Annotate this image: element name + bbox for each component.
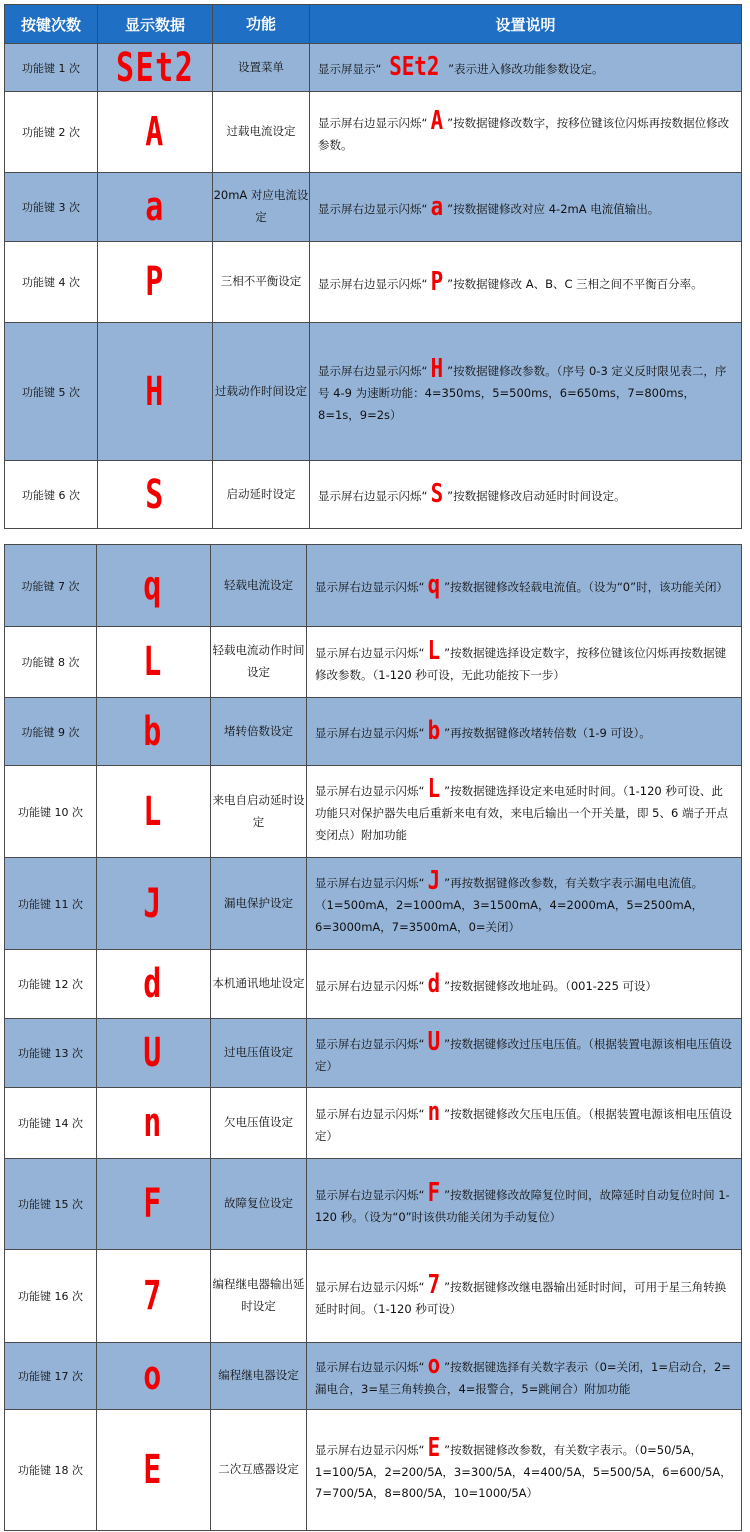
description-text: ”再按数据键修改参数，有关数字表示漏电电流值。（1=500mA，2=1000mA，3=1500mA，4=2000mA，5=2500mA，6=3000mA，7=3500mA，0=关闭） [315, 876, 704, 934]
description-cell [310, 323, 742, 461]
description-text: ”按数据键修改 A、B、C 三相之间不平衡百分率。 [447, 276, 703, 291]
description-cell [307, 1088, 742, 1159]
description-segment-glyph: U [428, 1026, 441, 1057]
description-segment-glyph: E [428, 1432, 441, 1463]
table-row [5, 1019, 742, 1088]
segment-display-glyph: d [143, 961, 164, 1007]
description-text: ”按数据键修改数字，按移位键该位闪烁再按数据位修改参数。 [318, 115, 730, 152]
segment-display-glyph: H [145, 368, 165, 415]
description-prefix: 显示屏显示“ [318, 62, 382, 77]
display-cell [97, 698, 211, 766]
table-row [5, 1410, 742, 1531]
segment-display-glyph: n [143, 1100, 164, 1146]
description-text: ”按数据键修改启动延时时间设定。 [447, 489, 626, 504]
header-display: 显示数据 [98, 5, 213, 44]
description-segment-glyph: a [431, 191, 444, 222]
settings-table-part-1 [4, 4, 742, 529]
function-cell: 启动延时设定 [213, 461, 310, 529]
display-cell [97, 766, 211, 858]
display-cell [98, 242, 213, 323]
description-text: ”按数据键修改参数，有关数字表示。（0=50/5A，1=100/5A，2=200/5A，3=300/5A，4=400/5A，5=500/5A，6=600/5A，7=700/5A，8=800/5A，10=1000/5A） [315, 1442, 732, 1501]
function-cell: 过载动作时间设定 [213, 323, 310, 461]
header-key-count: 按键次数 [5, 5, 98, 44]
description-segment-glyph: q [428, 570, 441, 601]
display-cell [97, 1250, 211, 1343]
description-text: ”按数据键修改对应 4-2mA 电流值输出。 [447, 201, 660, 216]
segment-display-glyph: q [143, 562, 164, 609]
table-row [5, 44, 742, 92]
description-text: ”按数据键选择有关数字表示（0=关闭，1=启动合，2=漏电合，3=星三角转换合，4=报警合，5=跳闸合）附加功能 [315, 1359, 731, 1396]
table-row [5, 545, 742, 627]
display-cell [97, 1159, 211, 1250]
description-segment-glyph: SEt2 [389, 52, 440, 83]
display-cell [97, 1088, 211, 1159]
description-segment-glyph: H [431, 354, 444, 385]
function-cell: 设置菜单 [213, 44, 310, 92]
description-cell [307, 1343, 742, 1410]
function-cell: 漏电保护设定 [211, 858, 307, 950]
key-count-cell: 功能键 10 次 [5, 766, 97, 858]
segment-display-glyph: A [145, 109, 165, 155]
description-prefix: 显示屏右边显示闪烁“ [315, 1187, 425, 1202]
description-cell [310, 173, 742, 242]
display-cell [98, 461, 213, 529]
key-count-cell: 功能键 15 次 [5, 1159, 97, 1250]
function-cell: 二次互感器设定 [211, 1410, 307, 1531]
description-segment-glyph: 7 [428, 1269, 441, 1300]
table-row [5, 1159, 742, 1250]
function-cell: 故障复位设定 [211, 1159, 307, 1250]
table-row [5, 173, 742, 242]
function-cell: 堵转倍数设定 [211, 698, 307, 766]
description-cell [307, 1159, 742, 1250]
description-text: ”按数据键修改故障复位时间，故障延时自动复位时间 1-120 秒。（设为“0”时该供功能关闭为手动复位） [315, 1187, 730, 1224]
function-cell: 轻载电流设定 [211, 545, 307, 627]
description-cell [307, 698, 742, 766]
table-row [5, 766, 742, 858]
key-count-cell: 功能键 13 次 [5, 1019, 97, 1088]
key-count-cell: 功能键 12 次 [5, 950, 97, 1019]
description-segment-glyph: A [431, 105, 444, 136]
segment-display-glyph: L [143, 788, 164, 835]
description-text: ”再按数据键修改堵转倍数（1-9 可设）。 [444, 726, 651, 741]
segment-display-glyph: F [143, 1181, 164, 1227]
description-cell [307, 1250, 742, 1343]
description-cell [307, 766, 742, 858]
description-prefix: 显示屏右边显示闪烁“ [318, 364, 428, 379]
display-cell [97, 858, 211, 950]
display-cell [97, 1343, 211, 1410]
description-prefix: 显示屏右边显示闪烁“ [315, 784, 425, 799]
segment-display-glyph: b [143, 708, 164, 755]
description-prefix: 显示屏右边显示闪烁“ [315, 1106, 425, 1121]
display-cell [97, 545, 211, 627]
segment-display-glyph: P [145, 259, 165, 305]
description-segment-glyph: L [428, 774, 441, 805]
description-text: ”按数据键修改地址码。（001-225 可设） [444, 978, 658, 993]
table-row [5, 92, 742, 173]
description-prefix: 显示屏右边显示闪烁“ [315, 1359, 425, 1374]
table-header-row [5, 5, 742, 44]
key-count-cell: 功能键 18 次 [5, 1410, 97, 1531]
settings-table-part-2 [4, 544, 742, 1531]
segment-display-glyph: a [145, 184, 165, 230]
description-cell [307, 627, 742, 698]
function-cell: 本机通讯地址设定 [211, 950, 307, 1019]
display-cell [98, 92, 213, 173]
function-cell: 过载电流设定 [213, 92, 310, 173]
description-prefix: 显示屏右边显示闪烁“ [318, 276, 428, 291]
description-text: ”按数据键选择设定数字，按移位键该位闪烁再按数据键修改参数。（1-120 秒可设，无此功能按下一步） [315, 645, 727, 682]
function-cell: 来电自启动延时设定 [211, 766, 307, 858]
description-cell [307, 858, 742, 950]
description-segment-glyph: L [428, 635, 441, 666]
display-cell [97, 1410, 211, 1531]
description-cell [310, 461, 742, 529]
key-count-cell: 功能键 4 次 [5, 242, 98, 323]
header-description: 设置说明 [310, 5, 742, 44]
description-prefix: 显示屏右边显示闪烁“ [315, 876, 425, 891]
key-count-cell: 功能键 17 次 [5, 1343, 97, 1410]
description-cell [307, 950, 742, 1019]
display-cell [98, 173, 213, 242]
segment-display-glyph: U [143, 1030, 164, 1076]
table-row [5, 1088, 742, 1159]
key-count-cell: 功能键 7 次 [5, 545, 97, 627]
segment-display-glyph: E [143, 1447, 164, 1493]
description-segment-glyph: b [428, 716, 441, 747]
description-segment-glyph: P [431, 266, 444, 297]
table-row [5, 627, 742, 698]
key-count-cell: 功能键 14 次 [5, 1088, 97, 1159]
description-cell [307, 1019, 742, 1088]
description-segment-glyph: n [428, 1096, 441, 1127]
description-text: ”按数据键修改参数。（序号 0-3 定义反时限见表二，序号 4-9 为速断功能：4=350ms，5=500ms，6=650ms，7=800ms，8=1s，9=2s） [318, 364, 727, 422]
segment-display-glyph: 7 [143, 1273, 164, 1319]
key-count-cell: 功能键 3 次 [5, 173, 98, 242]
description-text: ”表示进入修改功能参数设定。 [448, 62, 604, 77]
key-count-cell: 功能键 2 次 [5, 92, 98, 173]
description-prefix: 显示屏右边显示闪烁“ [315, 645, 425, 660]
description-text: ”按数据键选择设定来电延时时间。（1-120 秒可设、此功能只对保护器失电后重新来电有效，来电后输出一个开关量，即 5、6 端子开点变闭点）附加功能 [315, 784, 728, 842]
table-row [5, 1343, 742, 1410]
description-prefix: 显示屏右边显示闪烁“ [318, 201, 428, 216]
table-row [5, 242, 742, 323]
description-prefix: 显示屏右边显示闪烁“ [315, 726, 425, 741]
key-count-cell: 功能键 11 次 [5, 858, 97, 950]
table-row [5, 950, 742, 1019]
description-cell [307, 1410, 742, 1531]
segment-display-glyph: o [143, 1353, 164, 1399]
description-segment-glyph: F [428, 1177, 441, 1208]
description-cell [310, 92, 742, 173]
key-count-cell: 功能键 8 次 [5, 627, 97, 698]
description-cell [307, 545, 742, 627]
key-count-cell: 功能键 16 次 [5, 1250, 97, 1343]
description-text: ”按数据键修改欠压电压值。（根据装置电源该相电压值设定） [315, 1106, 732, 1143]
table-row [5, 1250, 742, 1343]
key-count-cell: 功能键 6 次 [5, 461, 98, 529]
description-segment-glyph: S [431, 479, 444, 510]
table-row [5, 698, 742, 766]
description-segment-glyph: o [428, 1349, 441, 1380]
description-segment-glyph: J [428, 866, 441, 897]
function-cell: 轻载电流动作时间设定 [211, 627, 307, 698]
function-cell: 三相不平衡设定 [213, 242, 310, 323]
description-cell [310, 44, 742, 92]
description-text: ”按数据键修改过压电压值。（根据装置电源该相电压值设定） [315, 1036, 732, 1073]
display-cell [98, 44, 213, 92]
description-cell [310, 242, 742, 323]
description-segment-glyph: d [428, 968, 441, 999]
segment-display-glyph: L [143, 639, 164, 685]
table-row [5, 858, 742, 950]
description-prefix: 显示屏右边显示闪烁“ [318, 115, 428, 130]
description-prefix: 显示屏右边显示闪烁“ [315, 1036, 425, 1051]
function-cell: 编程继电器设定 [211, 1343, 307, 1410]
description-text: ”按数据键修改轻载电流值。（设为“0”时，该功能关闭） [444, 580, 729, 595]
display-cell [98, 323, 213, 461]
segment-display-glyph: J [143, 880, 164, 927]
function-cell: 过电压值设定 [211, 1019, 307, 1088]
table-row [5, 461, 742, 529]
function-cell: 欠电压值设定 [211, 1088, 307, 1159]
function-cell: 编程继电器输出延时设定 [211, 1250, 307, 1343]
function-cell: 20mA 对应电流设定 [213, 173, 310, 242]
header-function: 功能 [213, 5, 310, 44]
display-cell [97, 1019, 211, 1088]
description-prefix: 显示屏右边显示闪烁“ [315, 978, 425, 993]
table-row [5, 323, 742, 461]
key-count-cell: 功能键 5 次 [5, 323, 98, 461]
display-cell [97, 627, 211, 698]
key-count-cell: 功能键 1 次 [5, 44, 98, 92]
display-cell [97, 950, 211, 1019]
segment-display-glyph: S [145, 471, 165, 518]
description-prefix: 显示屏右边显示闪烁“ [318, 489, 428, 504]
description-prefix: 显示屏右边显示闪烁“ [315, 1442, 425, 1457]
segment-display-glyph: SEt2 [115, 44, 195, 91]
description-text: ”按数据键修改继电器输出延时时间，可用于星三角转换延时时间。（1-120 秒可设） [315, 1279, 727, 1316]
key-count-cell: 功能键 9 次 [5, 698, 97, 766]
description-prefix: 显示屏右边显示闪烁“ [315, 1279, 425, 1294]
description-prefix: 显示屏右边显示闪烁“ [315, 580, 425, 595]
